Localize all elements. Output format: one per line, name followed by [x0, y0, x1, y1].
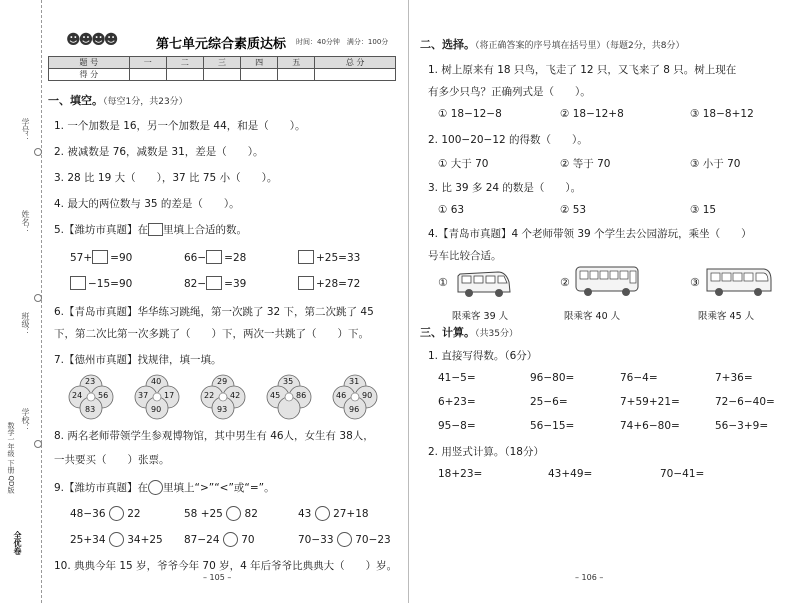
page-number-left: – 105 – — [203, 573, 232, 582]
vehicle-capacity: 限乘客 40 人 — [564, 311, 621, 322]
page-title: 第七单元综合素质达标 — [156, 37, 287, 52]
book-logo: 全优卷 — [13, 531, 22, 555]
answer-circle-sample — [148, 480, 163, 495]
score-cell[interactable] — [203, 69, 240, 81]
q5-item — [70, 276, 132, 290]
question-8-line-1: 8. 两名老师带领学生参观博物馆，其中男生有 46人，女生有 38人， — [54, 430, 374, 442]
choice-option[interactable]: ② 等于 70 — [560, 158, 611, 170]
score-header: 题 号 — [49, 57, 130, 69]
book-series-label: 数学一年级 下册 QD版 — [7, 421, 15, 493]
score-table — [48, 56, 396, 81]
calc-item[interactable]: 6+23= — [438, 396, 476, 408]
score-header: 一 — [129, 57, 166, 69]
q9-item-left: 87−24 — [184, 534, 220, 546]
q5-item-right: =28 — [224, 252, 247, 264]
score-cell[interactable] — [241, 69, 278, 81]
compare-circle[interactable] — [337, 532, 352, 547]
binding-strip — [0, 0, 42, 603]
calc-item[interactable]: 7+59+21= — [620, 396, 680, 408]
choice-3: 3. 比 39 多 24 的数是（ ）。 — [428, 182, 582, 194]
choice-option[interactable]: ① 大于 70 — [438, 158, 489, 170]
question-1: 1. 一个加数是 16，另一个加数是 44，和是（ ）。 — [54, 120, 306, 132]
question-7: 7.【德州市真题】找规律，填一填。 — [54, 354, 222, 366]
vehicle-capacity: 限乘客 45 人 — [698, 311, 755, 322]
q9-item-left: 70−33 — [298, 534, 334, 546]
kids-illustration-icon: ☻☻☻☻ — [66, 32, 117, 48]
calc-item[interactable]: 76−4= — [620, 372, 658, 384]
answer-box[interactable] — [206, 250, 222, 264]
vertical-calc-item[interactable]: 43+49= — [548, 468, 593, 480]
choice-1-line-1: 1. 树上原来有 18 只鸟，飞走了 12 只，又飞来了 8 只。树上现在 — [428, 64, 737, 76]
calc-part-2: 2. 用竖式计算。（18分） — [428, 446, 544, 458]
choice-option[interactable]: ③ 15 — [690, 204, 717, 216]
q9-item-right: 82 — [244, 508, 258, 520]
q9-item-right: 70−23 — [355, 534, 391, 546]
choice-option[interactable]: ③ 小于 70 — [690, 158, 741, 170]
binding-hole — [34, 294, 42, 302]
answer-box[interactable] — [298, 276, 314, 290]
binding-label-class: 班级： — [21, 312, 30, 336]
q9-item-left: 58 +25 — [184, 508, 223, 520]
calc-item[interactable]: 72−6−40= — [715, 396, 775, 408]
calc-item[interactable]: 25−6= — [530, 396, 568, 408]
page-spine — [408, 0, 409, 603]
section-2-heading — [420, 36, 684, 52]
q5-item-right: +28=72 — [316, 278, 361, 290]
compare-circle[interactable] — [226, 506, 241, 521]
choice-option[interactable]: ② 53 — [560, 204, 587, 216]
choice-4-line-2: 号车比较合适。 — [428, 250, 502, 262]
q9-item — [184, 506, 258, 521]
compare-circle[interactable] — [109, 532, 124, 547]
q5-item-right: =90 — [110, 252, 133, 264]
clover-bottom-number: 90 — [151, 405, 162, 414]
calc-item[interactable]: 56−15= — [530, 420, 575, 432]
q9-item-right: 22 — [127, 508, 141, 520]
clover-bottom-number: 83 — [85, 405, 96, 414]
q5-item-right: +25=33 — [316, 252, 361, 264]
question-6-line-2: 下，第二次比第一次多跳了（ ）下，两次一共跳了（ ）下。 — [54, 328, 369, 340]
clover-left-number: 45 — [270, 391, 281, 400]
q9-item — [70, 506, 141, 521]
right-page — [420, 28, 790, 598]
score-cell[interactable] — [315, 69, 396, 81]
calc-item[interactable]: 41−5= — [438, 372, 476, 384]
left-page — [48, 28, 398, 598]
q9-item — [184, 532, 255, 547]
q5-item — [298, 276, 360, 290]
q5-item-right: −15=90 — [88, 278, 133, 290]
q5-item-right: =39 — [224, 278, 247, 290]
binding-label-name: 姓名： — [21, 210, 30, 234]
section-1-heading — [48, 92, 188, 108]
clover-top-number: 29 — [217, 377, 228, 386]
section-1-note: （每空1分，共23分） — [103, 97, 188, 107]
score-row-label: 得 分 — [49, 69, 130, 81]
score-header: 五 — [278, 57, 315, 69]
calc-item[interactable]: 7+36= — [715, 372, 753, 384]
q9-item — [298, 506, 369, 521]
page-number-right: – 106 – — [575, 573, 604, 582]
q9-item-right: 34+25 — [127, 534, 163, 546]
question-5 — [54, 222, 247, 237]
clover-top-number: 23 — [85, 377, 96, 386]
answer-box[interactable] — [70, 276, 86, 290]
score-header: 二 — [166, 57, 203, 69]
score-header: 三 — [203, 57, 240, 69]
score-header: 四 — [241, 57, 278, 69]
section-2-title: 二、选择。 — [420, 38, 475, 51]
vertical-calc-item[interactable]: 70−41= — [660, 468, 705, 480]
clover-right-number: 17 — [164, 391, 175, 400]
clover-right-number: 90 — [362, 391, 373, 400]
answer-box[interactable] — [92, 250, 108, 264]
clover-left-number: 46 — [336, 391, 347, 400]
bus-icon — [574, 264, 642, 300]
section-3-heading — [420, 324, 518, 340]
question-5-prefix: 5.【潍坊市真题】在 — [54, 224, 149, 236]
question-9-suffix: 里填上“>”“<”或“=”。 — [163, 482, 275, 494]
minibus-icon — [456, 268, 512, 300]
clover-right-number: 42 — [230, 391, 241, 400]
clover-figure — [134, 374, 180, 420]
choice-4-line-1: 4.【青岛市真题】4 个老师带领 39 个学生去公园游玩，乘坐（ ） — [428, 228, 752, 240]
choice-1-line-2: 有多少只鸟？正确列式是（ ）。 — [428, 86, 591, 98]
clover-figure — [266, 374, 312, 420]
binding-label-student-id: 学号： — [21, 118, 30, 142]
vehicle-number: ① — [438, 276, 448, 289]
choice-option[interactable]: ① 18−12−8 — [438, 108, 502, 120]
binding-label-school: 学校： — [21, 408, 30, 432]
choice-option[interactable]: ③ 18−8+12 — [690, 108, 754, 120]
question-6-line-1: 6.【青岛市真题】华华练习跳绳，第一次跳了 32 下，第二次跳了 45 — [54, 306, 374, 318]
coach-icon — [704, 264, 774, 300]
answer-box-sample — [148, 223, 163, 236]
q5-item — [70, 250, 132, 264]
clover-left-number: 37 — [138, 391, 149, 400]
q9-item — [298, 532, 391, 547]
answer-box[interactable] — [206, 276, 222, 290]
clover-figure — [332, 374, 378, 420]
clover-figure — [200, 374, 246, 420]
vehicle-capacity: 限乘客 39 人 — [452, 311, 509, 322]
choice-option[interactable]: ① 63 — [438, 204, 465, 216]
question-9-prefix: 9.【潍坊市真题】在 — [54, 482, 149, 494]
score-cell[interactable] — [166, 69, 203, 81]
answer-box[interactable] — [298, 250, 314, 264]
section-2-note: （将正确答案的序号填在括号里）（每题2分，共8分） — [475, 41, 685, 51]
q9-item-left: 48−36 — [70, 508, 106, 520]
clover-bottom-number: 96 — [349, 405, 360, 414]
question-4: 4. 最大的两位数与 35 的差是（ ）。 — [54, 198, 240, 210]
score-cell[interactable] — [129, 69, 166, 81]
score-header: 总 分 — [315, 57, 396, 69]
section-1-title: 一、填空。 — [48, 94, 103, 107]
clover-right-number: 56 — [98, 391, 109, 400]
choice-option[interactable]: ② 18−12+8 — [560, 108, 624, 120]
compare-circle[interactable] — [315, 506, 330, 521]
q9-item-left: 43 — [298, 508, 312, 520]
clover-left-number: 24 — [72, 391, 83, 400]
vertical-calc-item[interactable]: 18+23= — [438, 468, 483, 480]
clover-bottom-number: 93 — [217, 405, 228, 414]
question-5-suffix: 里填上合适的数。 — [163, 224, 248, 236]
question-9 — [54, 480, 275, 495]
compare-circle[interactable] — [109, 506, 124, 521]
q9-item-right: 27+18 — [333, 508, 369, 520]
calc-item[interactable]: 56−3+9= — [715, 420, 769, 432]
q5-item — [298, 250, 360, 264]
calc-item[interactable]: 74+6−80= — [620, 420, 680, 432]
compare-circle[interactable] — [223, 532, 238, 547]
q5-item-left: 82− — [184, 278, 207, 290]
binding-hole — [34, 148, 42, 156]
q9-item — [70, 532, 163, 547]
calc-part-1: 1. 直接写得数。（6分） — [428, 350, 538, 362]
clover-top-number: 35 — [283, 377, 294, 386]
clover-left-number: 22 — [204, 391, 215, 400]
question-3: 3. 28 比 19 大（ ），37 比 75 小（ ）。 — [54, 172, 278, 184]
exam-meta: 时间：40分钟 满分：100分 — [296, 38, 389, 46]
binding-hole — [34, 440, 42, 448]
question-10: 10. 典典今年 15 岁，爷爷今年 70 岁，4 年后爷爷比典典大（ ）岁。 — [54, 560, 398, 572]
question-2: 2. 被减数是 76，减数是 31，差是（ ）。 — [54, 146, 264, 158]
score-cell[interactable] — [278, 69, 315, 81]
q5-item-left: 66− — [184, 252, 207, 264]
clover-right-number: 86 — [296, 391, 307, 400]
calc-item[interactable]: 96−80= — [530, 372, 575, 384]
q5-item-left: 57+ — [70, 252, 93, 264]
q9-item-left: 25+34 — [70, 534, 106, 546]
q9-item-right: 70 — [241, 534, 255, 546]
question-8-line-2: 一共要买（ ）张票。 — [54, 454, 170, 466]
calc-item[interactable]: 95−8= — [438, 420, 476, 432]
vehicle-number: ② — [560, 276, 570, 289]
section-3-note: （共35分） — [475, 329, 518, 339]
choice-2: 2. 100−20−12 的得数（ ）。 — [428, 134, 588, 146]
section-3-title: 三、计算。 — [420, 326, 475, 339]
q5-item — [184, 276, 246, 290]
q5-item — [184, 250, 246, 264]
vehicle-number: ③ — [690, 276, 700, 289]
title-row — [48, 28, 398, 56]
clover-figure — [68, 374, 114, 420]
clover-top-number: 40 — [151, 377, 162, 386]
clover-top-number: 31 — [349, 377, 360, 386]
